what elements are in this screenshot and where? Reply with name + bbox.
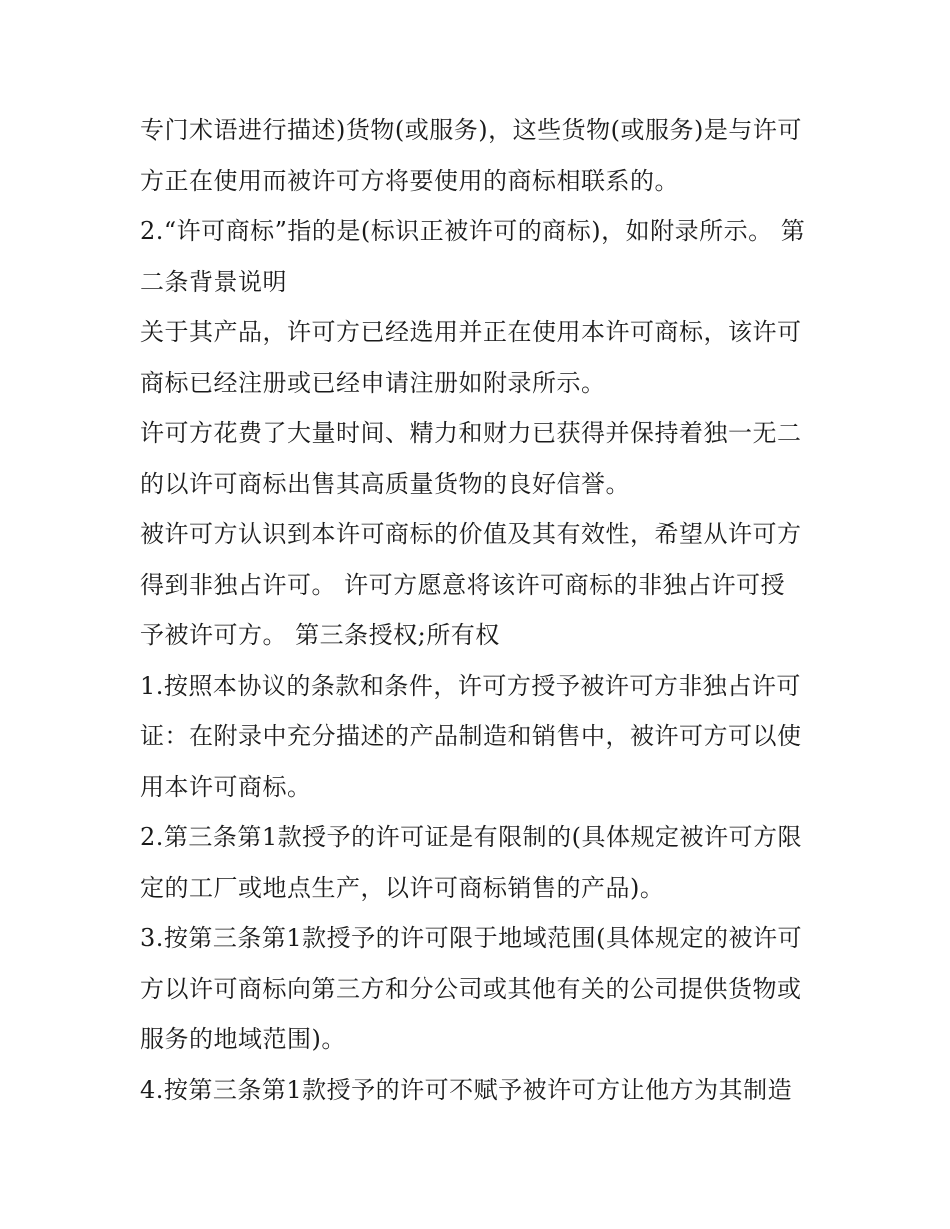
text-line: 证：在附录中充分描述的产品制造和销售中，被许可方可以使 [140,722,802,750]
text-line: 3.按第三条第1款授予的许可限于地域范围(具体规定的被许可 [140,924,803,952]
text-line: 得到非独占许可。 许可方愿意将该许可商标的非独占许可授 [140,570,786,599]
text-line: 关于其产品，许可方已经选用并正在使用本许可商标，该许可 [140,318,802,346]
text-line: 方正在使用而被许可方将要使用的商标相联系的。 [140,166,679,195]
text-line: 4.按第三条第1款授予的许可不赋予被许可方让他方为其制造 [140,1075,793,1104]
text-line: 二条背景说明 [140,267,287,296]
text-line: 用本许可商标。 [140,772,312,801]
text-line: 2.“许可商标”指的是(标识正被许可的商标)，如附录所示。 第 [140,217,806,245]
text-line: 服务的地域范围)。 [140,1025,346,1053]
text-line: 1.按照本协议的条款和条件，许可方授予被许可方非独占许可 [140,671,801,700]
text-line: 被许可方认识到本许可商标的价值及其有效性，希望从许可方 [140,520,802,548]
text-line: 定的工厂或地点生产，以许可商标销售的产品)。 [140,873,665,902]
document-body [140,105,820,1115]
text-line: 商标已经注册或已经申请注册如附录所示。 [140,368,606,397]
text-line: 予被许可方。 第三条授权;所有权 [140,621,500,649]
text-line: 2.第三条第1款授予的许可证是有限制的(具体规定被许可方限 [140,823,803,851]
text-line: 专门术语进行描述)货物(或服务)，这些货物(或服务)是与许可 [140,116,802,144]
text-line: 方以许可商标向第三方和分公司或其他有关的公司提供货物或 [140,974,802,1003]
text-line: 许可方花费了大量时间、精力和财力已获得并保持着独一无二 [140,419,802,447]
text-line: 的以许可商标出售其高质量货物的良好信誉。 [140,469,630,498]
